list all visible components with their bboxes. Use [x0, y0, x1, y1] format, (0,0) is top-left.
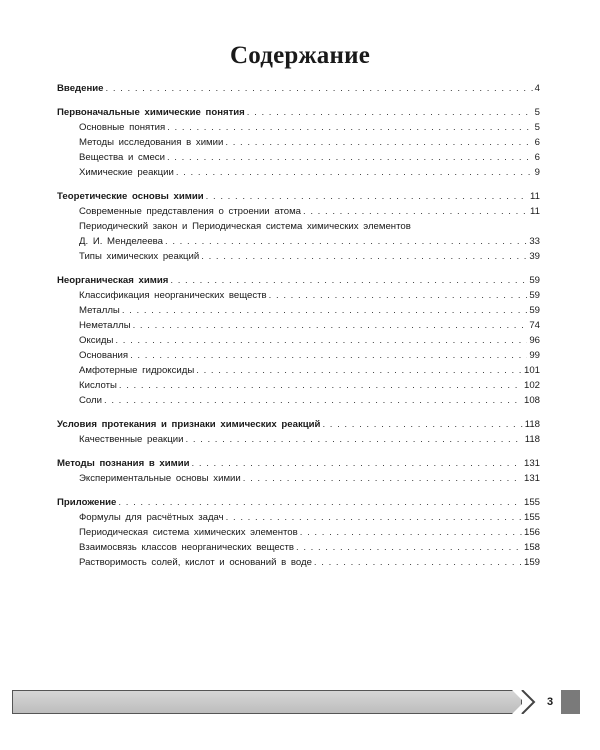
- chevron-right-icon: [512, 690, 542, 714]
- dot-leader: [225, 135, 532, 150]
- toc-entry[interactable]: [57, 318, 540, 333]
- toc-entry[interactable]: [57, 363, 540, 378]
- toc-page-number: 118: [524, 434, 540, 445]
- toc-page-number: 102: [523, 380, 540, 391]
- toc-entry-label: Д. И. Менделеева: [79, 236, 163, 247]
- toc-page-number: 59: [529, 275, 540, 286]
- dot-leader: [192, 456, 522, 471]
- dot-leader: [296, 540, 522, 555]
- toc-page-number: 156: [523, 527, 540, 538]
- toc-entry[interactable]: [57, 234, 540, 249]
- dot-leader: [133, 318, 528, 333]
- toc-page-number: 155: [523, 512, 540, 523]
- dot-leader: [106, 81, 533, 96]
- dot-leader: [165, 234, 527, 249]
- toc-entry[interactable]: [57, 510, 540, 525]
- toc-entry-label: Химические реакции: [79, 167, 174, 178]
- toc-section-reaction-conditions: [57, 417, 540, 447]
- dot-leader: [300, 525, 522, 540]
- toc-entry[interactable]: [57, 120, 540, 135]
- dot-leader: [247, 105, 533, 120]
- toc-entry[interactable]: [57, 378, 540, 393]
- toc-page-number: 96: [529, 335, 540, 346]
- dot-leader: [303, 204, 528, 219]
- toc-page-number: 11: [530, 191, 540, 202]
- toc-heading-label: Неорганическая химия: [57, 275, 169, 286]
- toc-entry-label: Классификация неорганических веществ: [79, 290, 267, 301]
- toc-entry-label: Основания: [79, 350, 129, 361]
- toc-page-number: 59: [529, 305, 540, 316]
- toc-heading[interactable]: [57, 81, 540, 96]
- toc-page-number: 108: [523, 395, 540, 406]
- dot-leader: [206, 189, 528, 204]
- toc-entry-label: Металлы: [79, 305, 120, 316]
- dot-leader: [176, 165, 533, 180]
- toc-page-number: 131: [523, 473, 540, 484]
- toc-entry[interactable]: [57, 333, 540, 348]
- toc-page-number: 155: [523, 497, 540, 508]
- toc-entry[interactable]: [57, 204, 540, 219]
- toc-entry-label: Кислоты: [79, 380, 117, 391]
- toc-entry[interactable]: [57, 432, 540, 447]
- toc-heading-label: Методы познания в химии: [57, 458, 190, 469]
- toc-section-appendix: [57, 495, 540, 570]
- dot-leader: [115, 333, 527, 348]
- toc-section-methods: [57, 456, 540, 486]
- toc-section-basic-concepts: [57, 105, 540, 180]
- toc-entry-label: Периодический закон и Периодическая система химических элементов: [79, 221, 411, 232]
- toc-entry-label: Экспериментальные основы химии: [79, 473, 241, 484]
- dot-leader: [201, 249, 527, 264]
- toc-entry[interactable]: [57, 150, 540, 165]
- toc-entry[interactable]: [57, 249, 540, 264]
- page-number: 3: [539, 690, 561, 714]
- toc-page-number: 6: [534, 137, 540, 148]
- toc-entry-label: Типы химических реакций: [79, 251, 200, 262]
- toc-heading[interactable]: [57, 456, 540, 471]
- toc-entry-continued[interactable]: [57, 219, 540, 234]
- toc-entry-label: Взаимосвязь классов неорганических веществ: [79, 542, 294, 553]
- dot-leader: [243, 471, 522, 486]
- toc-entry[interactable]: [57, 525, 540, 540]
- footer-dark-tab: [561, 690, 580, 714]
- toc-entry-label: Формулы для расчётных задач: [79, 512, 224, 523]
- toc-entry[interactable]: [57, 303, 540, 318]
- toc-entry-label: Вещества и смеси: [79, 152, 165, 163]
- toc-entry[interactable]: [57, 165, 540, 180]
- toc-section-inorganic: [57, 273, 540, 408]
- footer-grey-band: [12, 690, 522, 714]
- dot-leader: [104, 393, 522, 408]
- toc-heading[interactable]: [57, 495, 540, 510]
- dot-leader: [167, 150, 533, 165]
- toc-entry-label: Периодическая система химических элементов: [79, 527, 298, 538]
- toc-entry-label: Оксиды: [79, 335, 114, 346]
- toc-entry-label: Качественные реакции: [79, 434, 184, 445]
- dot-leader: [269, 288, 528, 303]
- toc-heading[interactable]: [57, 417, 540, 432]
- toc-page-number: 5: [534, 107, 540, 118]
- dot-leader: [322, 417, 522, 432]
- toc-page-number: 11: [530, 206, 540, 217]
- toc-entry[interactable]: [57, 288, 540, 303]
- toc-entry-label: Растворимость солей, кислот и оснований в воде: [79, 557, 312, 568]
- toc-heading[interactable]: [57, 189, 540, 204]
- toc-entry[interactable]: [57, 555, 540, 570]
- dot-leader: [196, 363, 522, 378]
- page-title: Содержание: [229, 42, 370, 69]
- footer-bar: [12, 690, 580, 714]
- toc-page-number: 9: [534, 167, 540, 178]
- toc-page-number: 159: [523, 557, 540, 568]
- dot-leader: [170, 273, 527, 288]
- toc-section-theory: [57, 189, 540, 264]
- toc-heading-label: Условия протекания и признаки химических реакций: [57, 419, 321, 430]
- toc-entry-label: Основные понятия: [79, 122, 166, 133]
- toc-heading-label: Введение: [57, 83, 104, 94]
- toc-entry[interactable]: [57, 348, 540, 363]
- toc-entry[interactable]: [57, 393, 540, 408]
- toc-entry-label: Методы исследования в химии: [79, 137, 224, 148]
- dot-leader: [119, 378, 522, 393]
- toc-page-number: 33: [529, 236, 540, 247]
- toc-entry-label: Амфотерные гидроксиды: [79, 365, 195, 376]
- toc-heading[interactable]: [57, 105, 540, 120]
- dot-leader: [185, 432, 522, 447]
- toc-heading-label: Первоначальные химические понятия: [57, 107, 245, 118]
- toc-page-number: 5: [534, 122, 540, 133]
- dot-leader: [122, 303, 527, 318]
- toc-page-number: 74: [529, 320, 540, 331]
- toc-page-number: 101: [523, 365, 540, 376]
- dot-leader: [314, 555, 522, 570]
- dot-leader: [118, 495, 522, 510]
- toc-page-number: 131: [523, 458, 540, 469]
- toc-entry-label: Современные представления о строении атома: [79, 206, 302, 217]
- toc-entry[interactable]: [57, 135, 540, 150]
- dot-leader: [130, 348, 527, 363]
- toc-page-number: 6: [534, 152, 540, 163]
- toc-page-number: 4: [534, 83, 540, 94]
- toc-heading-label: Приложение: [57, 497, 117, 508]
- toc-entry-label: Соли: [79, 395, 103, 406]
- toc-page-number: 118: [524, 419, 540, 430]
- toc-page-number: 99: [529, 350, 540, 361]
- toc-page-number: 39: [529, 251, 540, 262]
- toc-page-number: 59: [529, 290, 540, 301]
- toc-heading[interactable]: [57, 273, 540, 288]
- toc-entry[interactable]: [57, 471, 540, 486]
- toc-page-number: 158: [523, 542, 540, 553]
- toc-entry[interactable]: [57, 540, 540, 555]
- table-of-contents: [57, 81, 540, 579]
- toc-heading-label: Теоретические основы химии: [57, 191, 204, 202]
- toc-section-introduction: [57, 81, 540, 96]
- toc-entry-label: Неметаллы: [79, 320, 131, 331]
- dot-leader: [226, 510, 522, 525]
- dot-leader: [167, 120, 533, 135]
